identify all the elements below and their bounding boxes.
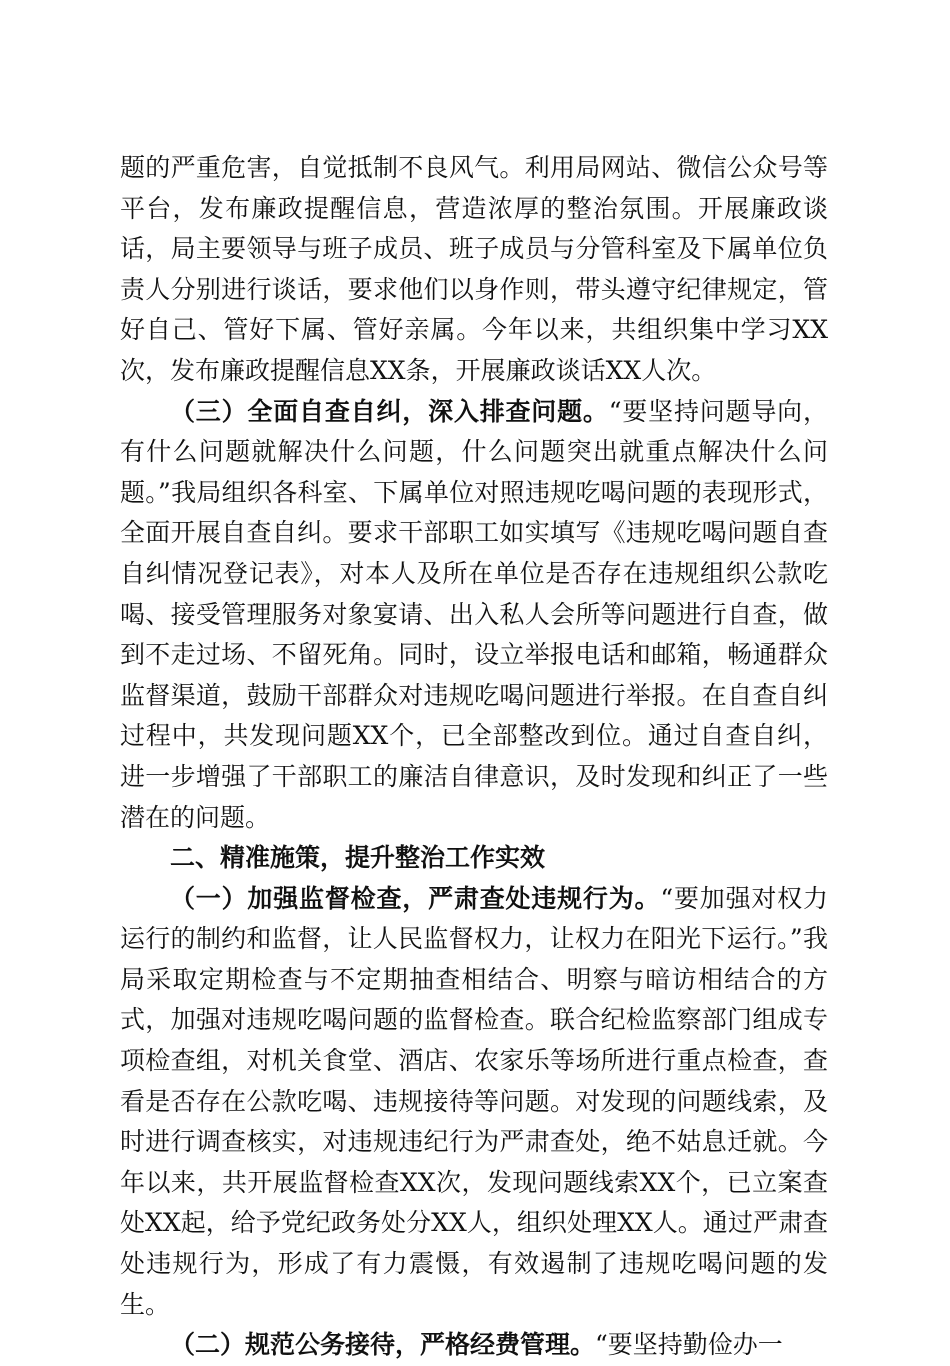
- subsection-heading-1: （一）加强监督检查，严肃查处违规行为。: [170, 883, 661, 913]
- paragraph-supervision: [120, 879, 828, 1326]
- paragraph-text: “要坚持勤俭办一: [595, 1330, 783, 1360]
- document-body: [120, 148, 828, 1366]
- paragraph-continuation: 题的严重危害，自觉抵制不良风气。利用局网站、微信公众号等平台，发布廉政提醒信息，营造浓厚的整治氛围。开展廉政谈话，局主要领导与班子成员、班子成员与分管科室及下属单位负责人分别进行谈话，要求他们以身作则，带头遵守纪律规定，管好自己、管好下属、管好亲属。今年以来，共组织集中学习XX次，发布廉政提醒信息XX条，开展廉政谈话XX人次。: [120, 153, 828, 385]
- section-heading-2: 二、精准施策，提升整治工作实效: [170, 843, 546, 873]
- paragraph-self-inspection: [120, 392, 828, 839]
- subsection-heading-2: （二）规范公务接待，严格经费管理。: [170, 1330, 596, 1360]
- paragraph-reception: [120, 1325, 828, 1366]
- paragraph-text: “要坚持问题导向，有什么问题就解决什么问题，什么问题突出就重点解决什么问题。”我局组织各科室、下属单位对照违规吃喝问题的表现形式，全面开展自查自纠。要求干部职工如实填写《违规吃喝问题自查自纠情况登记表》，对本人及所在单位是否存在违规组织公款吃喝、接受管理服务对象宴请、出入私人会所等问题进行自查，做到不走过场、不留死角。同时，设立举报电话和邮箱，畅通群众监督渠道，鼓励干部群众对违规吃喝问题进行举报。在自查自纠过程中，共发现问题XX个，已全部整改到位。通过自查自纠，进一步增强了干部职工的廉洁自律意识，及时发现和纠正了一些潜在的问题。: [120, 396, 828, 832]
- paragraph-text: “要加强对权力运行的制约和监督，让人民监督权力，让权力在阳光下运行。”我局采取定期检查与不定期抽查相结合、明察与暗访相结合的方式，加强对违规吃喝问题的监督检查。联合纪检监察部门组成专项检查组，对机关食堂、酒店、农家乐等场所进行重点检查，查看是否存在公款吃喝、违规接待等问题。对发现的问题线索，及时进行调查核实，对违规违纪行为严肃查处，绝不姑息迁就。今年以来，共开展监督检查XX次，发现问题线索XX个，已立案查处XX起，给予党纪政务处分XX人，组织处理XX人。通过严肃查处违规行为，形成了有力震慑，有效遏制了违规吃喝问题的发生。: [120, 883, 828, 1319]
- subsection-heading-3: （三）全面自查自纠，深入排查问题。: [170, 396, 609, 426]
